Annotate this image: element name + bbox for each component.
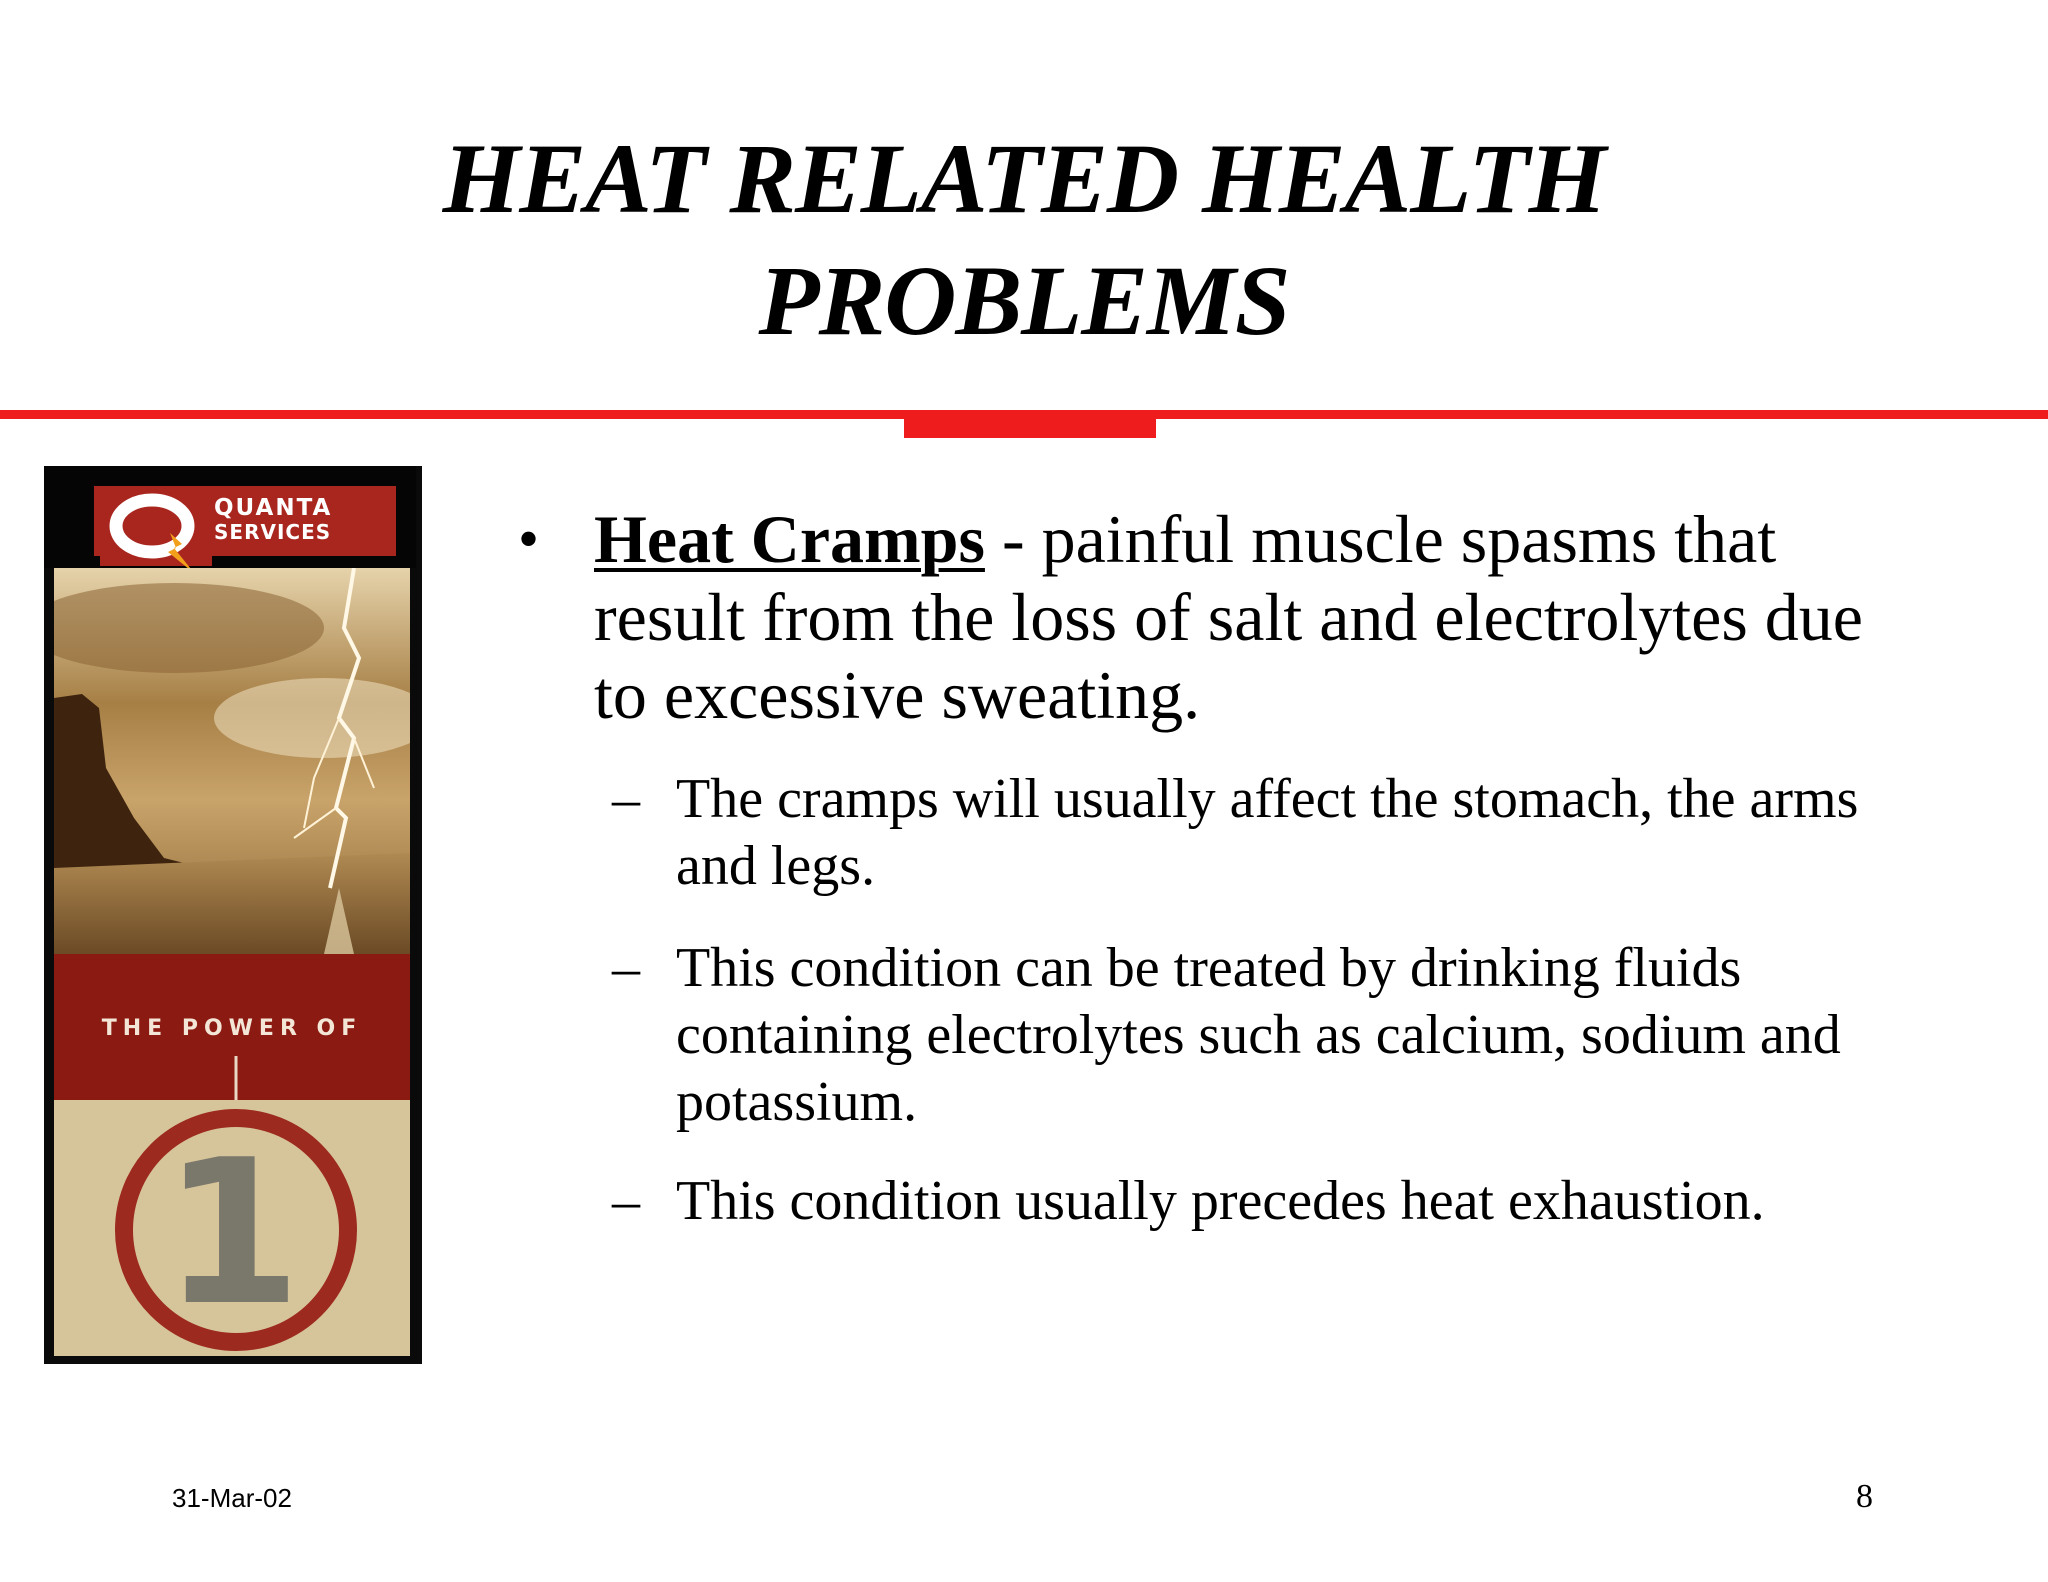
sub-item-text: The cramps will usually affect the stomach, the arms and legs. <box>676 768 1859 897</box>
page-number: 8 <box>1856 1478 1873 1515</box>
slide-title-line-1: HEAT RELATED HEALTH <box>442 123 1606 234</box>
title-divider-tab <box>904 410 1156 438</box>
sub-item-dash: – <box>612 1170 640 1232</box>
slide-title-line-2: PROBLEMS <box>758 245 1290 356</box>
slide-title <box>0 118 2048 362</box>
bullet-text <box>594 500 1884 734</box>
bullet-term: Heat Cramps <box>594 501 985 577</box>
quanta-q-icon <box>100 478 220 578</box>
quanta-logo-poster <box>44 466 422 1364</box>
brand-line-2: SERVICES <box>214 520 332 544</box>
lightning-desert-photo <box>54 568 410 954</box>
poster-tagline: THE POWER OF <box>101 1016 363 1041</box>
quanta-brand-text <box>214 496 332 544</box>
brand-line-1: QUANTA <box>214 495 333 521</box>
footer-date: 31-Mar-02 <box>172 1483 292 1513</box>
sub-item-text: This condition usually precedes heat exhaustion. <box>676 1170 1765 1232</box>
sub-item-text: This condition can be treated by drinking fluids containing electrolytes such as calcium, sodium and potassium. <box>676 937 1841 1133</box>
bullet-description: - painful muscle spasms that result from the loss of salt and electrolytes due to excessive sweating. <box>594 501 1863 733</box>
poster-numeral: 1 <box>162 1117 302 1350</box>
bullet-marker: • <box>518 506 540 572</box>
sub-item-dash: – <box>612 768 640 830</box>
sub-item-dash: – <box>612 937 640 999</box>
